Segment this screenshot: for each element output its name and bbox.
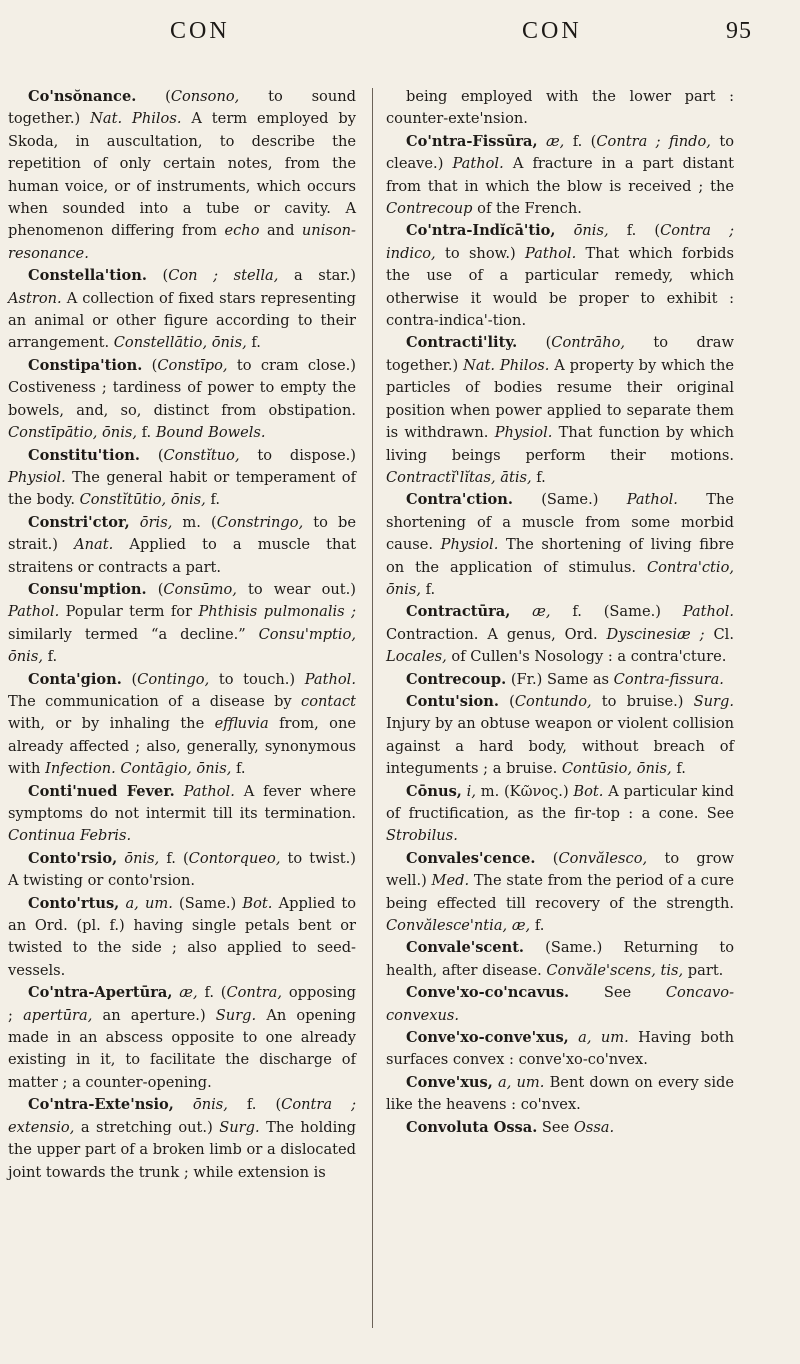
italic-text: Concavo-convexus. (386, 984, 734, 1024)
dictionary-entry (8, 355, 356, 445)
entry-text: f. (205, 491, 220, 509)
dictionary-entry (8, 781, 356, 848)
italic-text: ōris, (139, 513, 173, 531)
italic-text: Pathol. (183, 782, 235, 800)
entry-text: A particular kind of fructification, as the fir-top : a cone. See (386, 782, 735, 822)
entry-text: f. ( (159, 849, 189, 867)
entry-text: That which forbids the use of a particular remedy, which otherwise it would be proper to exhibit : contra-indica'-tion. (386, 244, 734, 330)
italic-text: æ, (179, 984, 198, 1002)
headword: Contu'sion. (406, 692, 499, 710)
entry-text: Applied to a muscle that straitens or contracts a part. (8, 536, 356, 576)
headword: Conve'xus, (406, 1073, 493, 1091)
headword: Conto'rsio, (28, 849, 118, 867)
headword: Contra'ction. (406, 491, 513, 509)
italic-text: Contrāho, (551, 334, 626, 352)
italic-text: Constellātio, ōnis, (113, 334, 247, 352)
entry-text: with, or by inhaling the (8, 715, 215, 733)
italic-text: Con ; stella, (168, 267, 279, 285)
entry-text: (Same.) Returning to health, after disease. (386, 939, 734, 979)
entry-text: m. (Κῶνος.) (475, 782, 574, 800)
entry-text: being employed with the lower part : counter-exte'nsion. (386, 88, 734, 128)
italic-text: Nat. Philos. (90, 110, 182, 128)
entry-text: f. ( (564, 132, 597, 150)
dictionary-entry (386, 982, 734, 1027)
italic-text: Bot. (242, 894, 273, 912)
entry-text: f. ( (227, 1096, 282, 1114)
headword: Contractūra, (406, 603, 511, 621)
headword: Conto'rtus, (28, 894, 120, 912)
italic-text: ōnis, (192, 1096, 228, 1114)
left-column (8, 86, 356, 1184)
italic-text: a, um. (125, 894, 173, 912)
entry-text: f. (420, 580, 436, 598)
headword: Conta'gion. (28, 670, 122, 688)
entry-text: to wear out.) (236, 580, 356, 598)
italic-text: Contra ; findo, (596, 132, 711, 150)
entry-text: f. (530, 917, 545, 935)
dictionary-entry (386, 781, 734, 848)
entry-text: to show.) (435, 244, 526, 262)
italic-text: i, (466, 782, 476, 800)
dictionary-entry (8, 445, 356, 512)
entry-text: The general habit or temperament of the body. (8, 468, 356, 509)
entry-text: Popular term for (59, 603, 199, 621)
dictionary-entry (386, 1117, 734, 1139)
entry-text: Bent down on every side like the heavens : co'nvex. (386, 1073, 735, 1114)
italic-text: unison-resonance. (8, 222, 356, 262)
entry-text: to draw together.) (386, 334, 734, 374)
entry-text (538, 133, 546, 150)
dictionary-entry (386, 220, 734, 332)
italic-text: æ, (545, 132, 565, 150)
italic-text: Anat. (74, 536, 114, 554)
italic-text: Consono, (170, 88, 240, 105)
entry-text: A collection of fixed stars representing an animal or other figure according to their arrangement. (8, 289, 356, 352)
entry-text: Having both surfaces convex : conve'xo-co'nvex. (386, 1029, 735, 1069)
italic-text: Contra'ctio, ōnis, (386, 558, 734, 598)
entry-text: of the French. (472, 200, 582, 218)
italic-text: Astron. (8, 289, 62, 307)
italic-text: Contingo, (137, 670, 210, 688)
italic-text: Convălesco, (558, 849, 648, 867)
dictionary-entry (8, 848, 356, 893)
headword: Co'ntra-Apertūra, (28, 984, 173, 1002)
headword: Convoluta Ossa. (406, 1118, 538, 1136)
entry-text: to grow well.) (386, 849, 734, 890)
entry-text: similarly termed “a decline.” (8, 625, 259, 643)
italic-text: Physiol. (440, 536, 499, 554)
headword: Co'ntra-Indĭcā'tio, (406, 222, 556, 240)
italic-text: Constĭtuo, (163, 446, 240, 464)
header-left: CON (170, 18, 230, 44)
dictionary-entry (386, 669, 734, 691)
italic-text: Constringo, (216, 513, 304, 531)
italic-text: Contra-fissura. (613, 670, 724, 688)
header-right: CON (522, 18, 582, 44)
italic-text: Contra, (226, 984, 283, 1002)
italic-text: Contra ; indico, (386, 222, 734, 262)
dictionary-entry (386, 1027, 734, 1072)
italic-text: Convălesce'ntia, æ, (386, 917, 531, 935)
entry-text: from, one already affected ; also, generally, synonymous with (8, 715, 357, 778)
headword: Convales'cence. (406, 849, 536, 867)
entry-text: to be strait.) (8, 513, 356, 554)
entry-text: The shortening of living fibre on the application of stimulus. (386, 536, 734, 576)
entry-text: of Cullen's Nosology : a contra'cture. (446, 648, 727, 666)
right-column (386, 86, 734, 1139)
dictionary-entry (386, 937, 734, 982)
entry-text: ( (140, 446, 164, 464)
entry-text: A fracture in a part distant from that in which the blow is received ; the (386, 155, 734, 195)
entry-text: ( (535, 849, 559, 867)
italic-text: Surg. (219, 1118, 260, 1136)
headword: Contracti'lity. (406, 334, 518, 352)
entry-text: A term employed by Skoda, in auscultation, to describe the repetition of only certain notes, from the human voice, or of instruments, which occurs when sounded into a tube or cavity. A phenomenon differing from (8, 110, 356, 240)
italic-text: Bound Bowels. (155, 424, 266, 442)
italic-text: contact (301, 692, 356, 710)
italic-text: Physiol. (494, 424, 553, 442)
entry-text: The communication of a disease by (8, 692, 302, 710)
entry-text: ( (146, 267, 169, 285)
headword: Co'ntra-Exte'nsio, (28, 1096, 174, 1114)
entry-text: part. (683, 961, 724, 979)
dictionary-entry (8, 579, 356, 669)
entry-text (175, 783, 184, 800)
entry-text: A property by which the particles of bodies resume their original position when power applied to separate them is withdrawn. (386, 356, 734, 442)
headword: Conve'xo-co'ncavus. (406, 984, 570, 1002)
dictionary-entry (386, 332, 734, 489)
italic-text: Contractĭ'lĭtas, ātis, (386, 468, 532, 486)
italic-text: a, um. (498, 1073, 545, 1091)
italic-text: Pathol. (682, 603, 734, 621)
entry-text: ( (136, 88, 171, 105)
italic-text: apertūra, (23, 1006, 93, 1024)
italic-text: a, um. (578, 1029, 629, 1047)
entry-text: ( (517, 334, 552, 352)
entry-text (174, 1096, 193, 1113)
italic-text: Convăle'scens, tis, (546, 961, 684, 979)
italic-text: Constīpātio, ōnis, (8, 424, 137, 442)
entry-text (555, 222, 573, 239)
italic-text: Surg. (693, 692, 734, 710)
entry-text: to dispose.) (239, 446, 356, 464)
entry-text: f. (Same.) (550, 603, 683, 621)
italic-text: Continua Febris. (8, 827, 132, 845)
italic-text: Ossa. (573, 1118, 615, 1136)
italic-text: Med. (431, 872, 470, 890)
headword: Constri'ctor, (28, 513, 130, 531)
italic-text: Dyscinesiæ ; (606, 625, 705, 643)
entry-text: An opening made in an abscess opposite to one already existing in it, to facilitate the discharge of matter ; a counter-opening. (8, 1006, 356, 1091)
entry-text: a stretching out.) (74, 1118, 220, 1136)
italic-text: Contrecoup (386, 200, 473, 218)
headword: Constipa'tion. (28, 356, 143, 374)
entry-text: A fever where symptoms do not intermit till its termination. (8, 782, 356, 822)
entry-text: The state from the period of a cure being effected till recovery of the strength. (386, 872, 734, 912)
italic-text: ōnis, (124, 849, 160, 867)
italic-text: Constīpo, (157, 356, 228, 374)
entry-text (569, 1029, 578, 1046)
entry-text: m. ( (172, 513, 217, 531)
italic-text: effluvia (214, 715, 269, 733)
entry-text: and (259, 222, 302, 240)
entry-text: ( (146, 580, 164, 598)
headword: Conti'nued Fever. (28, 782, 175, 800)
dictionary-entry (8, 982, 356, 1094)
headword: Convale'scent. (406, 939, 525, 957)
dictionary-entry (386, 601, 734, 668)
italic-text: Pathol. (304, 670, 356, 688)
dictionary-entry (386, 848, 734, 938)
dictionary-entry (386, 1072, 734, 1117)
italic-text: Phthisis pulmonalis ; (198, 603, 356, 621)
italic-text: Infection. Contāgio, ōnis, (45, 760, 232, 778)
column-divider (372, 88, 373, 1328)
dictionary-entry (386, 489, 734, 601)
running-header (40, 18, 760, 58)
entry-text: f. (231, 760, 246, 778)
entry-text: to cleave.) (386, 132, 734, 173)
entry-text: Injury by an obtuse weapon or violent collision against a hard body, without breach of integuments ; a bruise. (386, 715, 734, 778)
italic-text: Consūmo, (163, 580, 237, 598)
entry-text: The shortening of a muscle from some morbid cause. (386, 491, 734, 554)
italic-text: Contra ; extensio, (8, 1096, 356, 1136)
italic-text: æ, (532, 603, 551, 621)
entry-text: f. (671, 760, 686, 778)
entry-text: Cl. (704, 625, 734, 643)
entry-text: f. (531, 468, 546, 486)
entry-text: Contraction. A genus, Ord. (386, 625, 607, 643)
entry-text: f. (246, 334, 261, 352)
italic-text: Constĭtūtio, ōnis, (79, 491, 206, 509)
entry-text: See (569, 984, 666, 1002)
entry-text: to sound together.) (8, 88, 356, 128)
entry-text: to bruise.) (591, 692, 694, 710)
headword: Cōnus, (406, 782, 462, 800)
italic-text: Contūsio, ōnis, (561, 760, 672, 778)
italic-text: Strobilus. (386, 827, 458, 845)
italic-text: Pathol. (626, 491, 678, 509)
headword: Consu'mption. (28, 580, 147, 598)
entry-text: (Same.) (172, 894, 243, 912)
dictionary-entry (386, 86, 734, 131)
entry-text: f. ( (197, 984, 227, 1002)
entry-text (510, 603, 532, 620)
entry-text: ( (121, 670, 138, 688)
entry-text: f. (42, 648, 58, 666)
italic-text: Contundo, (514, 692, 592, 710)
entry-text: to cram close.) Costiveness ; tardiness of power to empty the bowels, and, so, distinct from obstipation. (8, 356, 357, 419)
entry-text (130, 514, 140, 531)
headword: Contrecoup. (406, 670, 507, 688)
entry-text: See (537, 1118, 574, 1136)
italic-text: Nat. Philos. (463, 356, 550, 374)
italic-text: Pathol. (525, 244, 577, 262)
entry-text: an aperture.) (92, 1006, 216, 1024)
entry-text: to twist.) A twisting or conto'rsion. (8, 849, 357, 890)
italic-text: Pathol. (452, 155, 504, 173)
italic-text: echo (224, 222, 260, 240)
dictionary-entry (8, 669, 356, 781)
headword: Constitu'tion. (28, 446, 140, 464)
entry-text: That function by which living beings perform their motions. (386, 424, 735, 464)
headword: Constella'tion. (28, 267, 147, 285)
headword: Co'ntra-Fissūra, (406, 132, 538, 150)
dictionary-entry (8, 86, 356, 265)
headword: Co'nsŏnance. (28, 88, 137, 105)
entry-text: ( (498, 692, 515, 710)
dictionary-entry (8, 893, 356, 983)
italic-text: Pathol. (8, 603, 60, 621)
entry-text: Applied to an Ord. (pl. f.) having single petals bent or twisted to the side ; also applied to seed-vessels. (8, 894, 356, 979)
italic-text: Contorqueo, (188, 849, 281, 867)
entry-text: opposing ; (8, 984, 357, 1024)
entry-text: (Fr.) Same as (506, 670, 614, 688)
entry-text: to touch.) (209, 670, 305, 688)
page-number: 95 (726, 18, 752, 44)
dictionary-entry (386, 131, 734, 221)
entry-text: (Same.) (512, 491, 627, 509)
italic-text: ōnis, (573, 222, 609, 240)
italic-text: Bot. (573, 782, 604, 800)
entry-text: a star.) (278, 267, 356, 285)
entry-text: The holding the upper part of a broken limb or a dislocated joint towards the trunk ; while extension is (8, 1118, 356, 1181)
dictionary-entry (386, 691, 734, 781)
headword: Conve'xo-conve'xus, (406, 1029, 569, 1047)
italic-text: Consu'mptio, ōnis, (8, 625, 356, 666)
italic-text: Surg. (215, 1006, 257, 1024)
dictionary-entry (8, 512, 356, 579)
italic-text: Locales, (386, 648, 447, 666)
dictionary-entry (8, 1094, 356, 1184)
entry-text: f. (137, 424, 156, 442)
entry-text: f. ( (608, 222, 661, 240)
dictionary-entry (8, 265, 356, 355)
italic-text: Physiol. (8, 468, 66, 486)
entry-text: ( (142, 356, 158, 374)
